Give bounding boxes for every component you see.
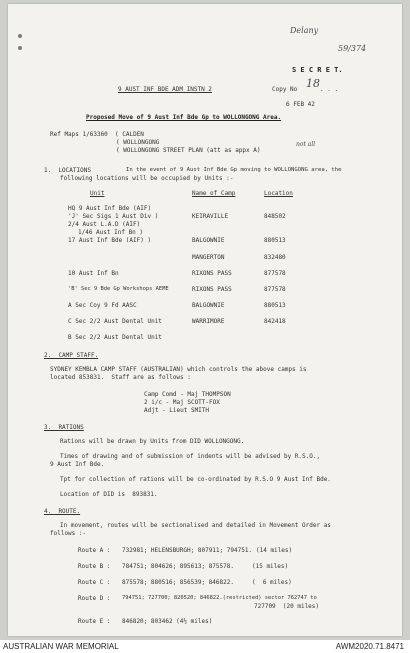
copy-number: 18 <box>306 77 320 90</box>
staff-entry: 2 i/c - Maj SCOTT-FOX <box>144 399 220 406</box>
camp-name: KEIRAVILLE <box>192 213 229 220</box>
footer-accession-number: AWM2020.71.8471 <box>335 642 404 651</box>
section-1-intro-2: following locations will be occupied by Units :- <box>60 175 234 182</box>
handwritten-initials: Delany <box>290 26 319 35</box>
camp-location: 848502 <box>264 213 286 220</box>
section-3-text: Times of drawing and of submission of indents will be advised by R.S.O., <box>60 453 321 460</box>
column-unit: Unit <box>90 190 105 197</box>
route-label: Route B : <box>78 563 111 570</box>
section-1-intro: In the event of 9 Aust Inf Bde Gp moving to WOLLONGONG area, the <box>126 167 342 173</box>
document-title: Proposed Move of 9 Aust Inf Bde Gp to WOLLONGONG Area. <box>86 114 282 121</box>
column-camp: Name of Camp <box>192 190 236 197</box>
section-4-heading: 4. ROUTE. <box>44 508 81 515</box>
handwritten-file-ref: 59/374 <box>338 44 367 53</box>
unit-name: 'J' Sec Sigs 1 Aust Div ) <box>68 213 159 220</box>
route-text: 875578; 880516; 856539; 846822. <box>122 579 234 586</box>
copy-dots: . . . <box>320 86 339 93</box>
section-3-text: Location of DID is 893831. <box>60 491 158 498</box>
unit-name: 'B' Sec 9 Bde Gp Workshops AEME <box>68 286 169 292</box>
ref-maps-line: Ref Maps 1/63360 ( CALDEN <box>50 131 144 138</box>
route-label: Route A : <box>78 547 111 554</box>
section-3-text: Rations will be drawn by Units from DID WOLLONGONG. <box>60 438 245 445</box>
unit-name: 17 Aust Inf Bde (AIF) ) <box>68 237 152 244</box>
section-3-heading: 3. RATIONS <box>44 424 84 431</box>
unit-name: B Sec 2/2 Aust Dental Unit <box>68 334 162 341</box>
issuer: 9 AUST INF BDE ADM INSTN 2 <box>118 86 212 93</box>
camp-name: BALGOWNIE <box>192 302 225 309</box>
section-4-text: In movement, routes will be sectionalised and detailed in Movement Order as <box>60 522 331 529</box>
document-page <box>8 4 402 636</box>
camp-name: WARRIMORE <box>192 318 225 325</box>
section-3-text: Tpt for collection of rations will be co-ordinated by R.S.O 9 Aust Inf Bde. <box>60 476 331 483</box>
ref-maps-line: ( WOLLONGONG STREET PLAN (att as appx A) <box>116 147 261 154</box>
unit-name: HQ 9 Aust Inf Bde (AIF) <box>68 205 152 212</box>
staff-entry: Camp Comd - Maj THOMPSON <box>144 391 231 398</box>
route-text: 784751; 804626; 895613; 875578. <box>122 563 234 570</box>
section-1-heading: 1. LOCATIONS <box>44 167 91 174</box>
camp-location: 832480 <box>264 254 286 261</box>
route-text: 794751; 727700; 820520; 846822.(restricted) sector 762747 to <box>122 595 317 601</box>
camp-name: RIXONS PASS <box>192 270 232 277</box>
camp-location: 880513 <box>264 237 286 244</box>
camp-name: BALGOWNIE <box>192 237 225 244</box>
punch-hole <box>18 46 22 50</box>
camp-location: 842418 <box>264 318 286 325</box>
route-text: 846820; 803462 (4½ miles) <box>122 618 213 625</box>
section-3-text: 9 Aust Inf Bde. <box>50 461 105 468</box>
section-2-text: located 853831. Staff are as follows : <box>50 374 191 381</box>
route-miles: 727709 (20 miles) <box>254 603 320 610</box>
camp-location: 880513 <box>264 302 286 309</box>
route-miles: ( 6 miles) <box>252 579 292 586</box>
copy-no-label: Copy No <box>272 86 298 93</box>
handwritten-marginal-note: not all <box>296 141 316 148</box>
classification: S E C R E T. <box>292 66 343 74</box>
route-miles: (15 miles) <box>252 563 289 570</box>
camp-location: 877578 <box>264 286 286 293</box>
unit-name: A Sec Coy 9 Fd AASC <box>68 302 137 309</box>
footer-bar <box>0 640 410 653</box>
ref-maps-line: ( WOLLONGONG <box>116 139 160 146</box>
footer-source: AUSTRALIAN WAR MEMORIAL <box>3 642 119 651</box>
punch-hole <box>18 34 22 38</box>
route-miles: (14 miles) <box>256 547 293 554</box>
camp-name: MANGERTON <box>192 254 225 261</box>
unit-name: 1/46 Aust Inf Bn ) <box>78 229 144 236</box>
unit-name: C Sec 2/2 Aust Dental Unit <box>68 318 162 325</box>
unit-name: 10 Aust Inf Bn <box>68 270 119 277</box>
section-2-heading: 2. CAMP STAFF. <box>44 352 99 359</box>
route-text: 732981; HELENSBURGH; 807911; 794751. <box>122 547 253 554</box>
section-2-text: SYDNEY KEMBLA CAMP STAFF (AUSTRALIAN) which controls the above camps is <box>50 366 307 373</box>
route-label: Route C : <box>78 579 111 586</box>
camp-name: RIXONS PASS <box>192 286 232 293</box>
route-label: Route D : <box>78 595 111 602</box>
staff-entry: Adjt - Lieut SMITH <box>144 407 210 414</box>
unit-name: 2/4 Aust L.A.D (AIF) <box>68 221 141 228</box>
section-4-text: follows :- <box>50 530 87 537</box>
camp-location: 877578 <box>264 270 286 277</box>
column-location: Location <box>264 190 293 197</box>
route-label: Route E : <box>78 618 111 625</box>
document-date: 6 FEB 42 <box>286 101 315 108</box>
